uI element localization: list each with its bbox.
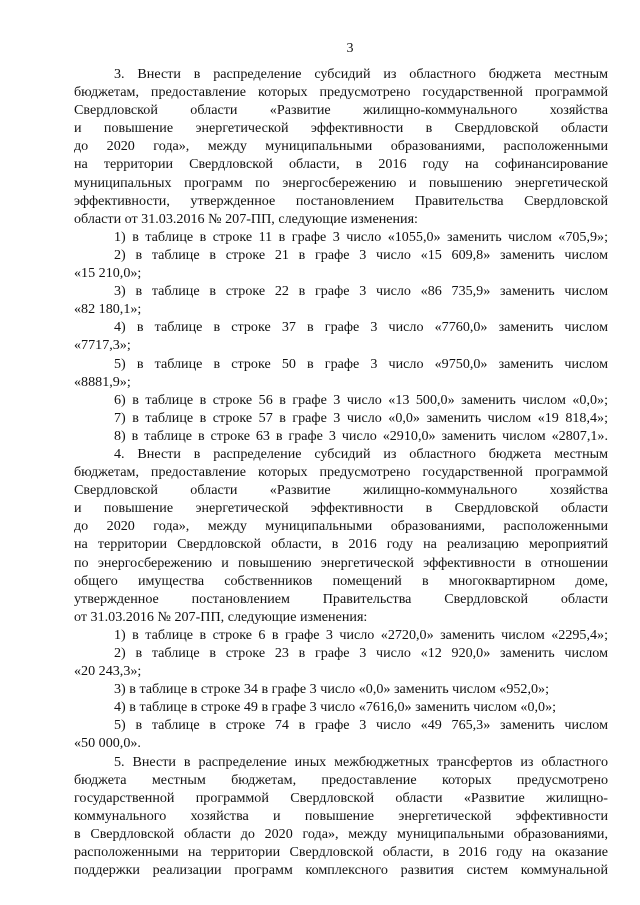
text-line: «82 180,1»; — [74, 301, 142, 318]
text-line: 1) в таблице в строке 6 в графе 3 число «2720,0» заменить числом «2295,4»; — [114, 626, 608, 643]
text-line: общего имущества собственников помещений в многоквартирном доме, — [74, 572, 608, 589]
text-line: «8881,9»; — [74, 373, 131, 390]
text-line: бюджета местным бюджетам, предоставление которых предусмотрено — [74, 771, 608, 788]
text-line: 5. Внести в распределение иных межбюджетных трансфертов из областного — [114, 753, 608, 770]
text-line: муниципальных программ по энергосбережению и повышению энергетической — [74, 174, 608, 191]
text-line: области от 31.03.2016 № 207-ПП, следующие изменения: — [74, 210, 418, 227]
text-line: до 2020 года», между муниципальными образованиями, расположенными — [74, 518, 608, 535]
text-line: «50 000,0». — [74, 735, 141, 752]
text-line: 3) в таблице в строке 34 в графе 3 число «0,0» заменить числом «952,0»; — [114, 681, 550, 698]
text-line: 4) в таблице в строке 49 в графе 3 число «7616,0» заменить числом «0,0»; — [114, 699, 557, 716]
text-line: бюджетам, предоставление которых предусмотрено государственной программой — [74, 464, 608, 481]
text-line: 7) в таблице в строке 57 в графе 3 число «0,0» заменить числом «19 818,4»; — [114, 409, 608, 426]
text-line: Свердловской области «Развитие жилищно-коммунального хозяйства — [74, 482, 608, 499]
text-line: эффективности, утвержденное постановлением Правительства Свердловской — [74, 192, 608, 209]
text-line: и повышение энергетической эффективности в Свердловской области — [74, 120, 608, 137]
text-line: по энергосбережению и повышению энергетической эффективности в отношении — [74, 554, 608, 571]
text-line: и повышение энергетической эффективности в Свердловской области — [74, 500, 608, 517]
text-line: «20 243,3»; — [74, 663, 142, 680]
text-line: коммунального хозяйства и повышение энергетической эффективности — [74, 807, 608, 824]
text-line: 5) в таблице в строке 74 в графе 3 число «49 765,3» заменить числом — [114, 717, 608, 734]
text-line: 5) в таблице в строке 50 в графе 3 число «9750,0» заменить числом — [114, 355, 608, 372]
text-line: расположенными на территории Свердловской области, в 2016 году на оказание — [74, 844, 608, 861]
text-line: утвержденное постановлением Правительства Свердловской области — [74, 590, 608, 607]
text-line: до 2020 года», между муниципальными образованиями, расположенными — [74, 138, 608, 155]
text-line: 4. Внести в распределение субсидий из областного бюджета местным — [114, 445, 608, 462]
text-line: бюджетам, предоставление которых предусмотрено государственной программой — [74, 84, 608, 101]
text-line: 3. Внести в распределение субсидий из областного бюджета местным — [114, 66, 608, 82]
text-line: 4) в таблице в строке 37 в графе 3 число «7760,0» заменить числом — [114, 319, 608, 336]
text-line: 2) в таблице в строке 23 в графе 3 число «12 920,0» заменить числом — [114, 645, 608, 661]
page-number: 3 — [346, 41, 354, 56]
text-line: «7717,3»; — [74, 337, 131, 354]
text-line: «15 210,0»; — [74, 265, 142, 282]
text-line: государственной программой Свердловской области «Развитие жилищно- — [74, 789, 608, 806]
text-line: от 31.03.2016 № 207-ПП, следующие изменения: — [74, 608, 368, 625]
text-line: 6) в таблице в строке 56 в графе 3 число «13 500,0» заменить числом «0,0»; — [114, 391, 608, 408]
text-line: в Свердловской области до 2020 года», между муниципальными образованиями, — [74, 825, 608, 842]
text-line: на территории Свердловской области, в 2016 году на софинансирование — [74, 156, 608, 173]
text-line: Свердловской области «Развитие жилищно-коммунального хозяйства — [74, 102, 608, 119]
text-line: 1) в таблице в строке 11 в графе 3 число «1055,0» заменить числом «705,9»; — [114, 228, 608, 245]
text-line: на территории Свердловской области, в 2016 году на реализацию мероприятий — [74, 536, 608, 553]
text-line: 2) в таблице в строке 21 в графе 3 число «15 609,8» заменить числом — [114, 246, 608, 263]
document-body — [74, 65, 608, 879]
text-line: поддержки реализации программ комплексного развития систем коммунальной — [74, 862, 608, 879]
text-line: 3) в таблице в строке 22 в графе 3 число «86 735,9» заменить числом — [114, 283, 608, 300]
text-line: 8) в таблице в строке 63 в графе 3 число «2910,0» заменить числом «2807,1». — [114, 427, 608, 444]
